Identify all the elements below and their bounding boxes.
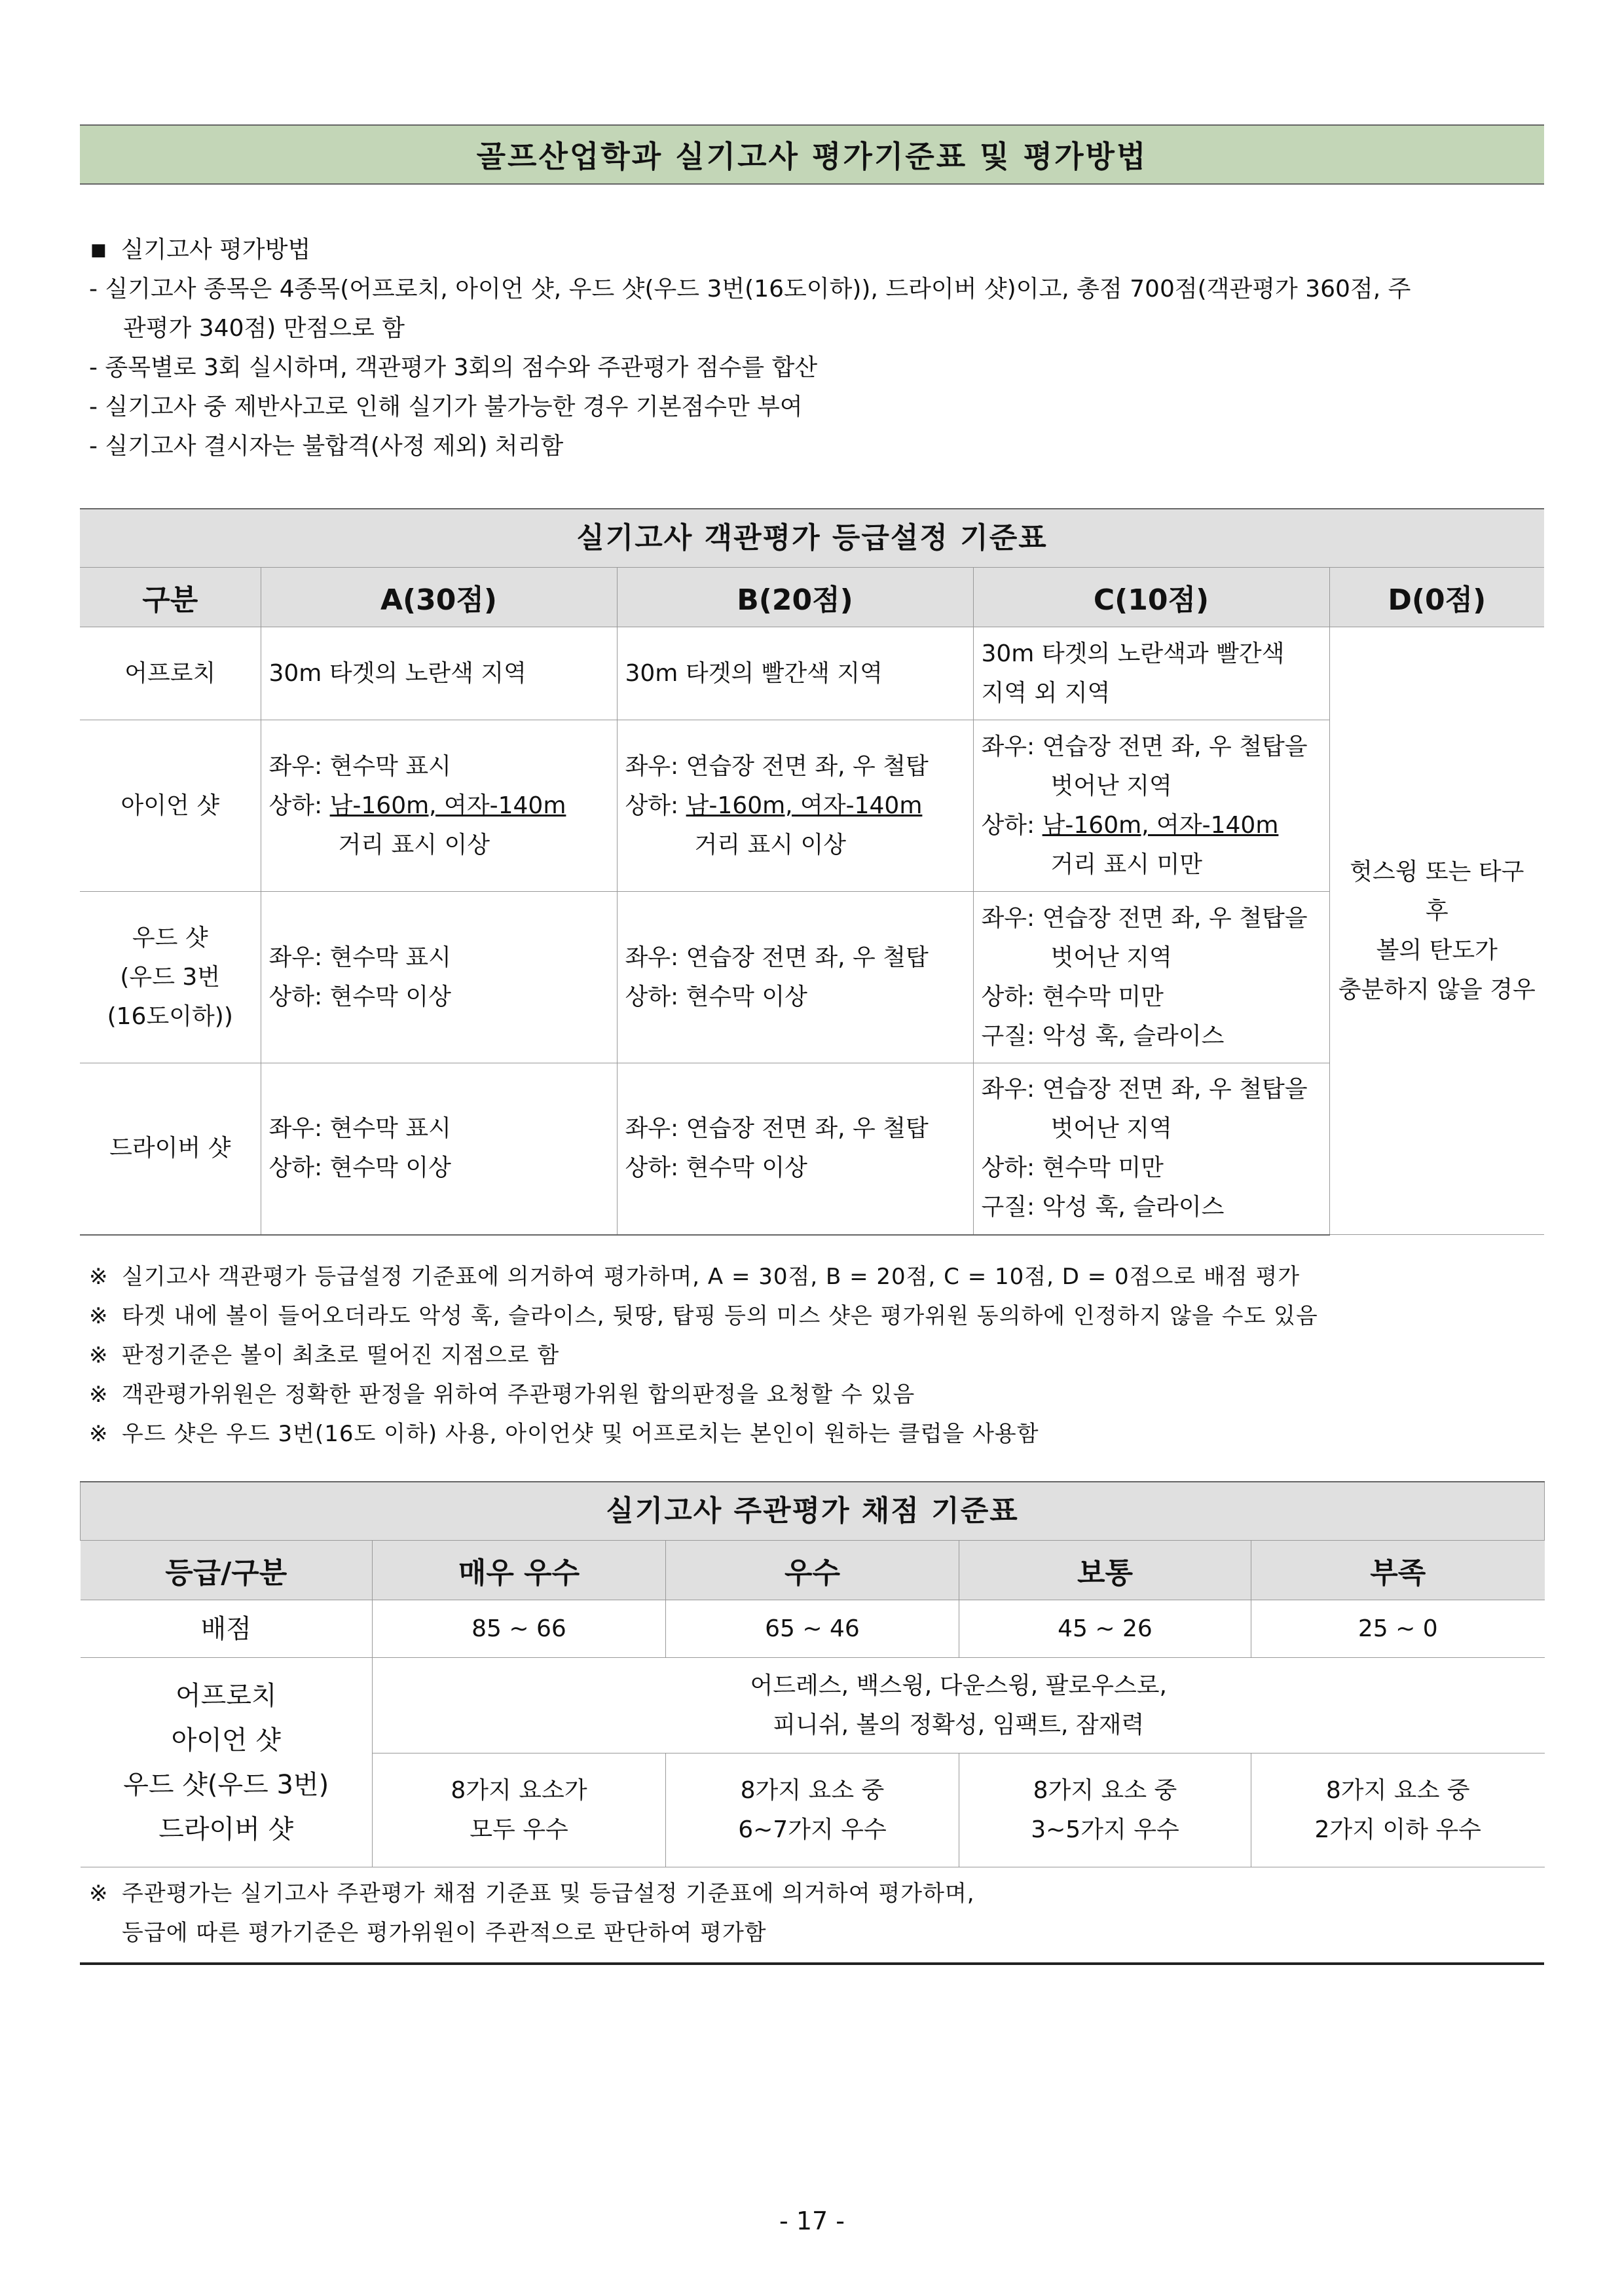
level-line: 8가지 요소 중 (1325, 1776, 1470, 1804)
reference-mark-icon: ※ (89, 1881, 109, 1907)
method-item: - 실기고사 결시자는 불합격(사정 제외) 처리함 (89, 433, 564, 460)
cell-line: (16도이하)) (107, 1002, 233, 1030)
level-cell (373, 1753, 666, 1867)
cell-line: 좌우: 연습장 전면 좌, 우 철탑 (625, 944, 929, 971)
note-item (89, 1874, 1544, 1913)
cell-c (973, 1063, 1329, 1235)
event-name: 어프로치 (175, 1680, 277, 1711)
score-cell: 65 ~ 46 (666, 1600, 959, 1658)
event-driver: 드라이버 샷 (80, 1063, 261, 1235)
method-item: - 실기고사 종목은 4종목(어프로치, 아이언 샷, 우드 샷(우드 3번(16도이하)), 드라이버 샷)이고, 총점 700점(객관평가 360점, 주 (89, 276, 1411, 303)
note-text: 등급에 따른 평가기준은 평가위원이 주관적으로 판단하여 평가함 (122, 1920, 767, 1946)
level-line: 8가지 요소가 (451, 1776, 587, 1804)
distance-text: 남-160m, 여자-140m (686, 792, 923, 819)
level-line: 3~5가지 우수 (1031, 1816, 1179, 1843)
event-wood (80, 892, 261, 1063)
level-cell (1251, 1753, 1545, 1867)
note-text: 타겟 내에 볼이 들어오더라도 악성 훅, 슬라이스, 뒷땅, 탑핑 등의 미스 샷은 평가위원 동의하에 인정하지 않을 수도 있음 (122, 1303, 1318, 1329)
event-name: 우드 샷(우드 3번) (123, 1769, 329, 1800)
cell-line (269, 786, 609, 826)
cell-line: 상하: 현수막 이상 (625, 1154, 807, 1182)
method-item: - 종목별로 3회 실시하며, 객관평가 3회의 점수와 주관평가 점수를 합산 (89, 354, 818, 381)
grade-d-cell (1329, 627, 1544, 1235)
table-row (80, 720, 1544, 892)
cell-prefix: 상하: (625, 792, 686, 819)
table-row (80, 1063, 1544, 1235)
cell-line: 벗어난 지역 (1050, 772, 1172, 799)
note-item (89, 1257, 1544, 1296)
note-item (89, 1296, 1544, 1336)
note-text: 판정기준은 볼이 최초로 떨어진 지점으로 함 (122, 1342, 560, 1368)
cell-b (617, 720, 973, 892)
header-grade-b: B(20점) (617, 568, 973, 627)
cell-line: 좌우: 현수막 표시 (268, 944, 451, 971)
cell-line: 지역 외 지역 (981, 679, 1111, 707)
cell-line: 거리 표시 미만 (1050, 851, 1203, 878)
note-indent (89, 1913, 122, 1953)
cell-line: 우드 샷 (132, 924, 208, 951)
cell-line: 상하: 현수막 미만 (981, 1154, 1164, 1182)
cell-line: (우드 3번 (120, 963, 221, 991)
cell-line: 구질: 악성 훅, 슬라이스 (981, 1022, 1225, 1050)
cell-line: 거리 표시 이상 (694, 831, 847, 858)
note-text: 주관평가는 실기고사 주관평가 채점 기준표 및 등급설정 기준표에 의거하여 평가하며, (122, 1881, 975, 1907)
event-name: 드라이버 샷 (158, 1814, 294, 1845)
level-line: 2가지 이하 우수 (1314, 1816, 1481, 1843)
note-text: 우드 샷은 우드 3번(16도 이하) 사용, 아이언샷 및 어프로치는 본인이 원하는 클럽을 사용함 (122, 1421, 1039, 1447)
note-item (89, 1336, 1544, 1375)
note-item (89, 1375, 1544, 1414)
cell-line: 좌우: 현수막 표시 (268, 1115, 451, 1143)
level-cell (666, 1753, 959, 1867)
cell-a (261, 892, 617, 1063)
distance-text: 남-160m, 여자-140m (1042, 811, 1279, 839)
subjective-table-caption: 실기고사 주관평가 채점 기준표 (81, 1482, 1545, 1541)
cell-line: 30m 타겟의 노란색과 빨간색 (981, 640, 1285, 667)
cell-line: 구질: 악성 훅, 슬라이스 (981, 1194, 1225, 1221)
table-row (81, 1658, 1545, 1753)
reference-mark-icon: ※ (89, 1382, 109, 1408)
method-item: - 실기고사 중 제반사고로 인해 실기가 불가능한 경우 기본점수만 부여 (89, 394, 803, 420)
note-text: 객관평가위원은 정확한 판정을 위하여 주관평가위원 합의판정을 요청할 수 있음 (122, 1382, 915, 1408)
reference-mark-icon: ※ (89, 1421, 109, 1447)
header-grade-category: 등급/구분 (81, 1541, 373, 1600)
note-item (89, 1414, 1544, 1454)
cell-prefix: 상하: (981, 811, 1043, 839)
table-row (81, 1600, 1545, 1658)
cell-a: 30m 타겟의 노란색 지역 (261, 627, 617, 720)
level-line: 8가지 요소 중 (740, 1776, 885, 1804)
header-average: 보통 (959, 1541, 1251, 1600)
cell-line: 상하: 현수막 미만 (981, 983, 1164, 1010)
cell-b: 30m 타겟의 빨간색 지역 (617, 627, 973, 720)
elements-line: 피니쉬, 볼의 정확성, 임팩트, 잠재력 (773, 1711, 1145, 1738)
header-poor: 부족 (1251, 1541, 1545, 1600)
page-title: 골프산업학과 실기고사 평가기준표 및 평가방법 (80, 124, 1544, 185)
cell-line: 상하: 현수막 이상 (625, 983, 807, 1010)
evaluation-elements (373, 1658, 1545, 1753)
subjective-scoring-table (80, 1481, 1545, 1867)
score-cell: 85 ~ 66 (373, 1600, 666, 1658)
objective-criteria-table (80, 508, 1544, 1236)
level-cell (959, 1753, 1251, 1867)
cell-line: 좌우: 연습장 전면 좌, 우 철탑을 (981, 733, 1308, 760)
cell-line: 좌우: 현수막 표시 (268, 752, 451, 780)
method-heading (89, 230, 1544, 270)
subjective-notes (89, 1874, 1544, 1953)
method-heading-text: 실기고사 평가방법 (120, 236, 311, 263)
header-grade-a: A(30점) (261, 568, 617, 627)
cell-a (261, 1063, 617, 1235)
reference-mark-icon: ※ (89, 1303, 109, 1329)
cell-line: 좌우: 연습장 전면 좌, 우 철탑 (625, 1115, 929, 1143)
header-excellent: 매우 우수 (373, 1541, 666, 1600)
event-iron: 아이언 샷 (80, 720, 261, 892)
method-item-cont: 관평가 340점) 만점으로 함 (123, 315, 405, 342)
cell-b (617, 1063, 973, 1235)
header-category: 구분 (80, 568, 261, 627)
cell-prefix: 상하: (268, 792, 330, 819)
table-row (80, 627, 1544, 720)
objective-notes (89, 1257, 1544, 1454)
cell-line (982, 806, 1321, 845)
cell-line: 벗어난 지역 (1050, 944, 1172, 971)
event-name: 아이언 샷 (171, 1725, 281, 1755)
evaluation-method-section (89, 230, 1544, 466)
d-line: 볼의 탄도가 (1376, 936, 1498, 964)
cell-line: 상하: 현수막 이상 (268, 983, 451, 1010)
elements-line: 어드레스, 백스윙, 다운스윙, 팔로우스로, (750, 1672, 1168, 1699)
cell-line: 좌우: 연습장 전면 좌, 우 철탑을 (981, 904, 1308, 932)
cell-line: 벗어난 지역 (1050, 1115, 1172, 1143)
cell-c (973, 627, 1329, 720)
cell-line (625, 786, 965, 826)
note-item (89, 1913, 1544, 1953)
note-text: 실기고사 객관평가 등급설정 기준표에 의거하여 평가하며, A = 30점, B = 20점, C = 10점, D = 0점으로 배점 평가 (122, 1264, 1301, 1290)
event-approach: 어프로치 (80, 627, 261, 720)
cell-line: 좌우: 연습장 전면 좌, 우 철탑을 (981, 1076, 1308, 1103)
cell-line: 거리 표시 이상 (338, 831, 490, 858)
d-line: 충분하지 않을 경우 (1338, 976, 1536, 1003)
score-cell: 45 ~ 26 (959, 1600, 1251, 1658)
header-grade-c: C(10점) (973, 568, 1329, 627)
event-list (81, 1658, 373, 1867)
cell-b (617, 892, 973, 1063)
header-good: 우수 (666, 1541, 959, 1600)
table-row (80, 892, 1544, 1063)
page-number: - 17 - (779, 2207, 845, 2235)
reference-mark-icon: ※ (89, 1264, 109, 1290)
section-end-rule (80, 1962, 1544, 1965)
header-grade-d: D(0점) (1329, 568, 1544, 627)
level-line: 6~7가지 우수 (738, 1816, 887, 1843)
distance-text: 남-160m, 여자-140m (329, 792, 566, 819)
cell-c (973, 892, 1329, 1063)
d-line: 헛스윙 또는 타구 후 (1350, 858, 1524, 925)
square-bullet-icon: ■ (90, 240, 107, 260)
cell-line: 상하: 현수막 이상 (268, 1154, 451, 1182)
level-line: 모두 우수 (470, 1816, 568, 1843)
cell-c (973, 720, 1329, 892)
cell-a (261, 720, 617, 892)
score-label: 배점 (81, 1600, 373, 1658)
score-cell: 25 ~ 0 (1251, 1600, 1545, 1658)
cell-line: 좌우: 연습장 전면 좌, 우 철탑 (625, 752, 929, 780)
reference-mark-icon: ※ (89, 1342, 109, 1368)
level-line: 8가지 요소 중 (1033, 1776, 1177, 1804)
objective-table-caption: 실기고사 객관평가 등급설정 기준표 (80, 509, 1544, 568)
